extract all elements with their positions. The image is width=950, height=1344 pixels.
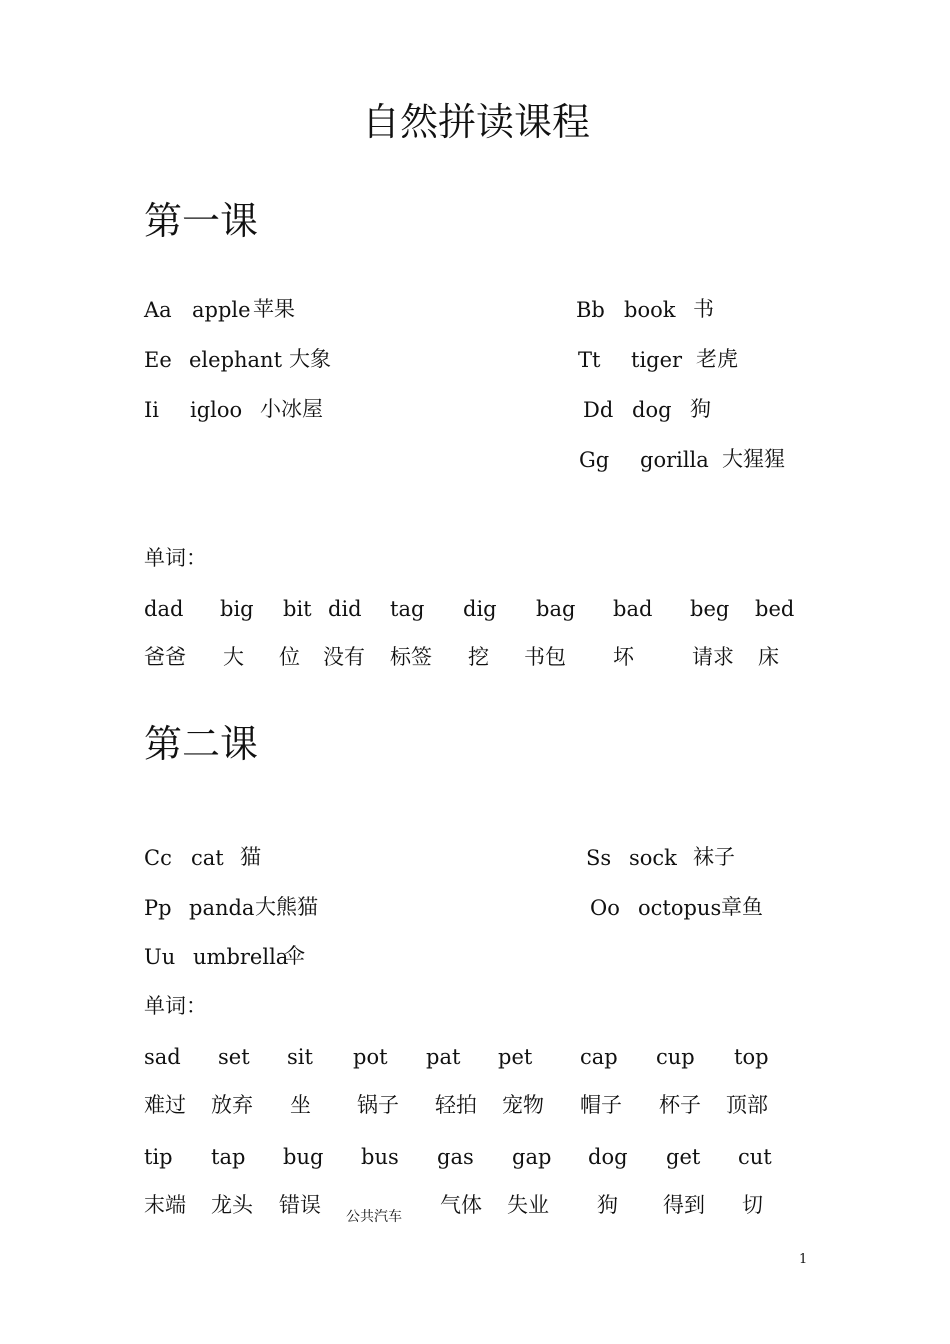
vocab-meaning: 公共汽车 bbox=[346, 1209, 402, 1225]
vocab-meaning: 放弃 bbox=[211, 1093, 253, 1117]
vocab-meaning: 宠物 bbox=[502, 1093, 544, 1117]
vocab-meaning: 标签 bbox=[390, 645, 432, 669]
word-tiger: tiger bbox=[631, 348, 683, 372]
meaning-panda: 大熊猫 bbox=[255, 895, 318, 919]
meaning-elephant: 大象 bbox=[289, 347, 331, 371]
vocab-word: dig bbox=[463, 597, 497, 621]
letter-uu: Uu bbox=[144, 945, 176, 969]
meaning-dog: 狗 bbox=[690, 397, 711, 421]
vocab-word: gas bbox=[437, 1145, 474, 1169]
letter-dd: Dd bbox=[583, 398, 614, 422]
letter-pp: Pp bbox=[144, 896, 172, 920]
vocab-word: top bbox=[734, 1045, 769, 1069]
vocab-word: bus bbox=[361, 1145, 399, 1169]
vocab-word: beg bbox=[690, 597, 730, 621]
word-umbrella: umbrella bbox=[193, 945, 289, 969]
vocab-word: gap bbox=[512, 1145, 552, 1169]
vocab-word: cup bbox=[656, 1045, 695, 1069]
vocab-meaning: 没有 bbox=[323, 645, 365, 669]
vocab-meaning: 难过 bbox=[144, 1093, 186, 1117]
vocab-meaning: 请求 bbox=[692, 645, 734, 669]
vocab-word: cap bbox=[580, 1045, 618, 1069]
letter-ee: Ee bbox=[144, 348, 172, 372]
meaning-gorilla: 大猩猩 bbox=[722, 447, 785, 471]
page-title: 自然拼读课程 bbox=[362, 100, 591, 144]
vocab-meaning: 帽子 bbox=[580, 1093, 622, 1117]
letter-ss: Ss bbox=[586, 846, 612, 870]
word-cat: cat bbox=[191, 846, 224, 870]
vocab-meaning: 错误 bbox=[279, 1193, 321, 1217]
vocab-word: get bbox=[666, 1145, 701, 1169]
letter-tt: Tt bbox=[578, 348, 601, 372]
vocab-meaning: 轻拍 bbox=[435, 1093, 477, 1117]
word-igloo: igloo bbox=[190, 398, 243, 422]
vocab-word: tag bbox=[390, 597, 425, 621]
vocab-word: cut bbox=[738, 1145, 772, 1169]
word-apple: apple bbox=[192, 298, 251, 322]
meaning-sock: 袜子 bbox=[693, 845, 735, 869]
word-gorilla: gorilla bbox=[640, 448, 709, 472]
meaning-apple: 苹果 bbox=[253, 297, 295, 321]
vocab-meaning: 位 bbox=[279, 645, 300, 669]
word-elephant: elephant bbox=[189, 348, 283, 372]
meaning-igloo: 小冰屋 bbox=[260, 397, 323, 421]
vocab-word: pet bbox=[498, 1045, 533, 1069]
vocab-meaning: 床 bbox=[758, 645, 779, 669]
vocab-meaning: 大 bbox=[223, 645, 244, 669]
vocab-meaning: 爸爸 bbox=[144, 645, 186, 669]
lesson-1-vocab-label: 单词： bbox=[144, 546, 207, 570]
vocab-meaning: 顶部 bbox=[726, 1093, 768, 1117]
word-octopus: octopus bbox=[638, 896, 722, 920]
vocab-word: sad bbox=[144, 1045, 181, 1069]
meaning-cat: 猫 bbox=[240, 845, 261, 869]
meaning-tiger: 老虎 bbox=[696, 347, 738, 371]
meaning-umbrella: 伞 bbox=[284, 944, 305, 968]
letter-aa: Aa bbox=[144, 298, 172, 322]
vocab-word: bad bbox=[613, 597, 653, 621]
vocab-meaning: 坏 bbox=[613, 645, 634, 669]
vocab-meaning: 狗 bbox=[597, 1193, 618, 1217]
vocab-word: tap bbox=[211, 1145, 246, 1169]
letter-ii: Ii bbox=[144, 398, 160, 422]
page-number: 1 bbox=[799, 1252, 808, 1267]
word-panda: panda bbox=[189, 896, 255, 920]
vocab-meaning: 坐 bbox=[290, 1093, 311, 1117]
vocab-meaning: 切 bbox=[742, 1193, 763, 1217]
letter-cc: Cc bbox=[144, 846, 172, 870]
vocab-word: bed bbox=[755, 597, 795, 621]
vocab-meaning: 挖 bbox=[468, 645, 489, 669]
vocab-word: pat bbox=[426, 1045, 461, 1069]
lesson-2-heading: 第二课 bbox=[144, 722, 259, 766]
letter-oo: Oo bbox=[590, 896, 620, 920]
vocab-word: dog bbox=[588, 1145, 628, 1169]
vocab-word: set bbox=[218, 1045, 250, 1069]
vocab-meaning: 龙头 bbox=[211, 1193, 253, 1217]
vocab-word: bag bbox=[536, 597, 576, 621]
vocab-meaning: 得到 bbox=[663, 1193, 705, 1217]
vocab-word: pot bbox=[353, 1045, 388, 1069]
vocab-word: dad bbox=[144, 597, 184, 621]
vocab-meaning: 失业 bbox=[507, 1193, 549, 1217]
vocab-meaning: 杯子 bbox=[659, 1093, 701, 1117]
meaning-octopus: 章鱼 bbox=[721, 895, 763, 919]
meaning-book: 书 bbox=[693, 297, 714, 321]
vocab-meaning: 书包 bbox=[524, 645, 566, 669]
vocab-word: did bbox=[328, 597, 362, 621]
word-sock: sock bbox=[629, 846, 677, 870]
vocab-meaning: 末端 bbox=[144, 1193, 186, 1217]
letter-bb: Bb bbox=[576, 298, 605, 322]
vocab-word: bit bbox=[283, 597, 312, 621]
vocab-word: bug bbox=[283, 1145, 324, 1169]
vocab-word: tip bbox=[144, 1145, 173, 1169]
vocab-meaning: 锅子 bbox=[357, 1093, 399, 1117]
word-dog: dog bbox=[632, 398, 672, 422]
word-book: book bbox=[624, 298, 676, 322]
letter-gg: Gg bbox=[579, 448, 610, 472]
vocab-word: big bbox=[220, 597, 254, 621]
vocab-meaning: 气体 bbox=[440, 1193, 482, 1217]
lesson-2-vocab-label: 单词： bbox=[144, 994, 207, 1018]
lesson-1-heading: 第一课 bbox=[144, 199, 259, 243]
vocab-word: sit bbox=[287, 1045, 313, 1069]
